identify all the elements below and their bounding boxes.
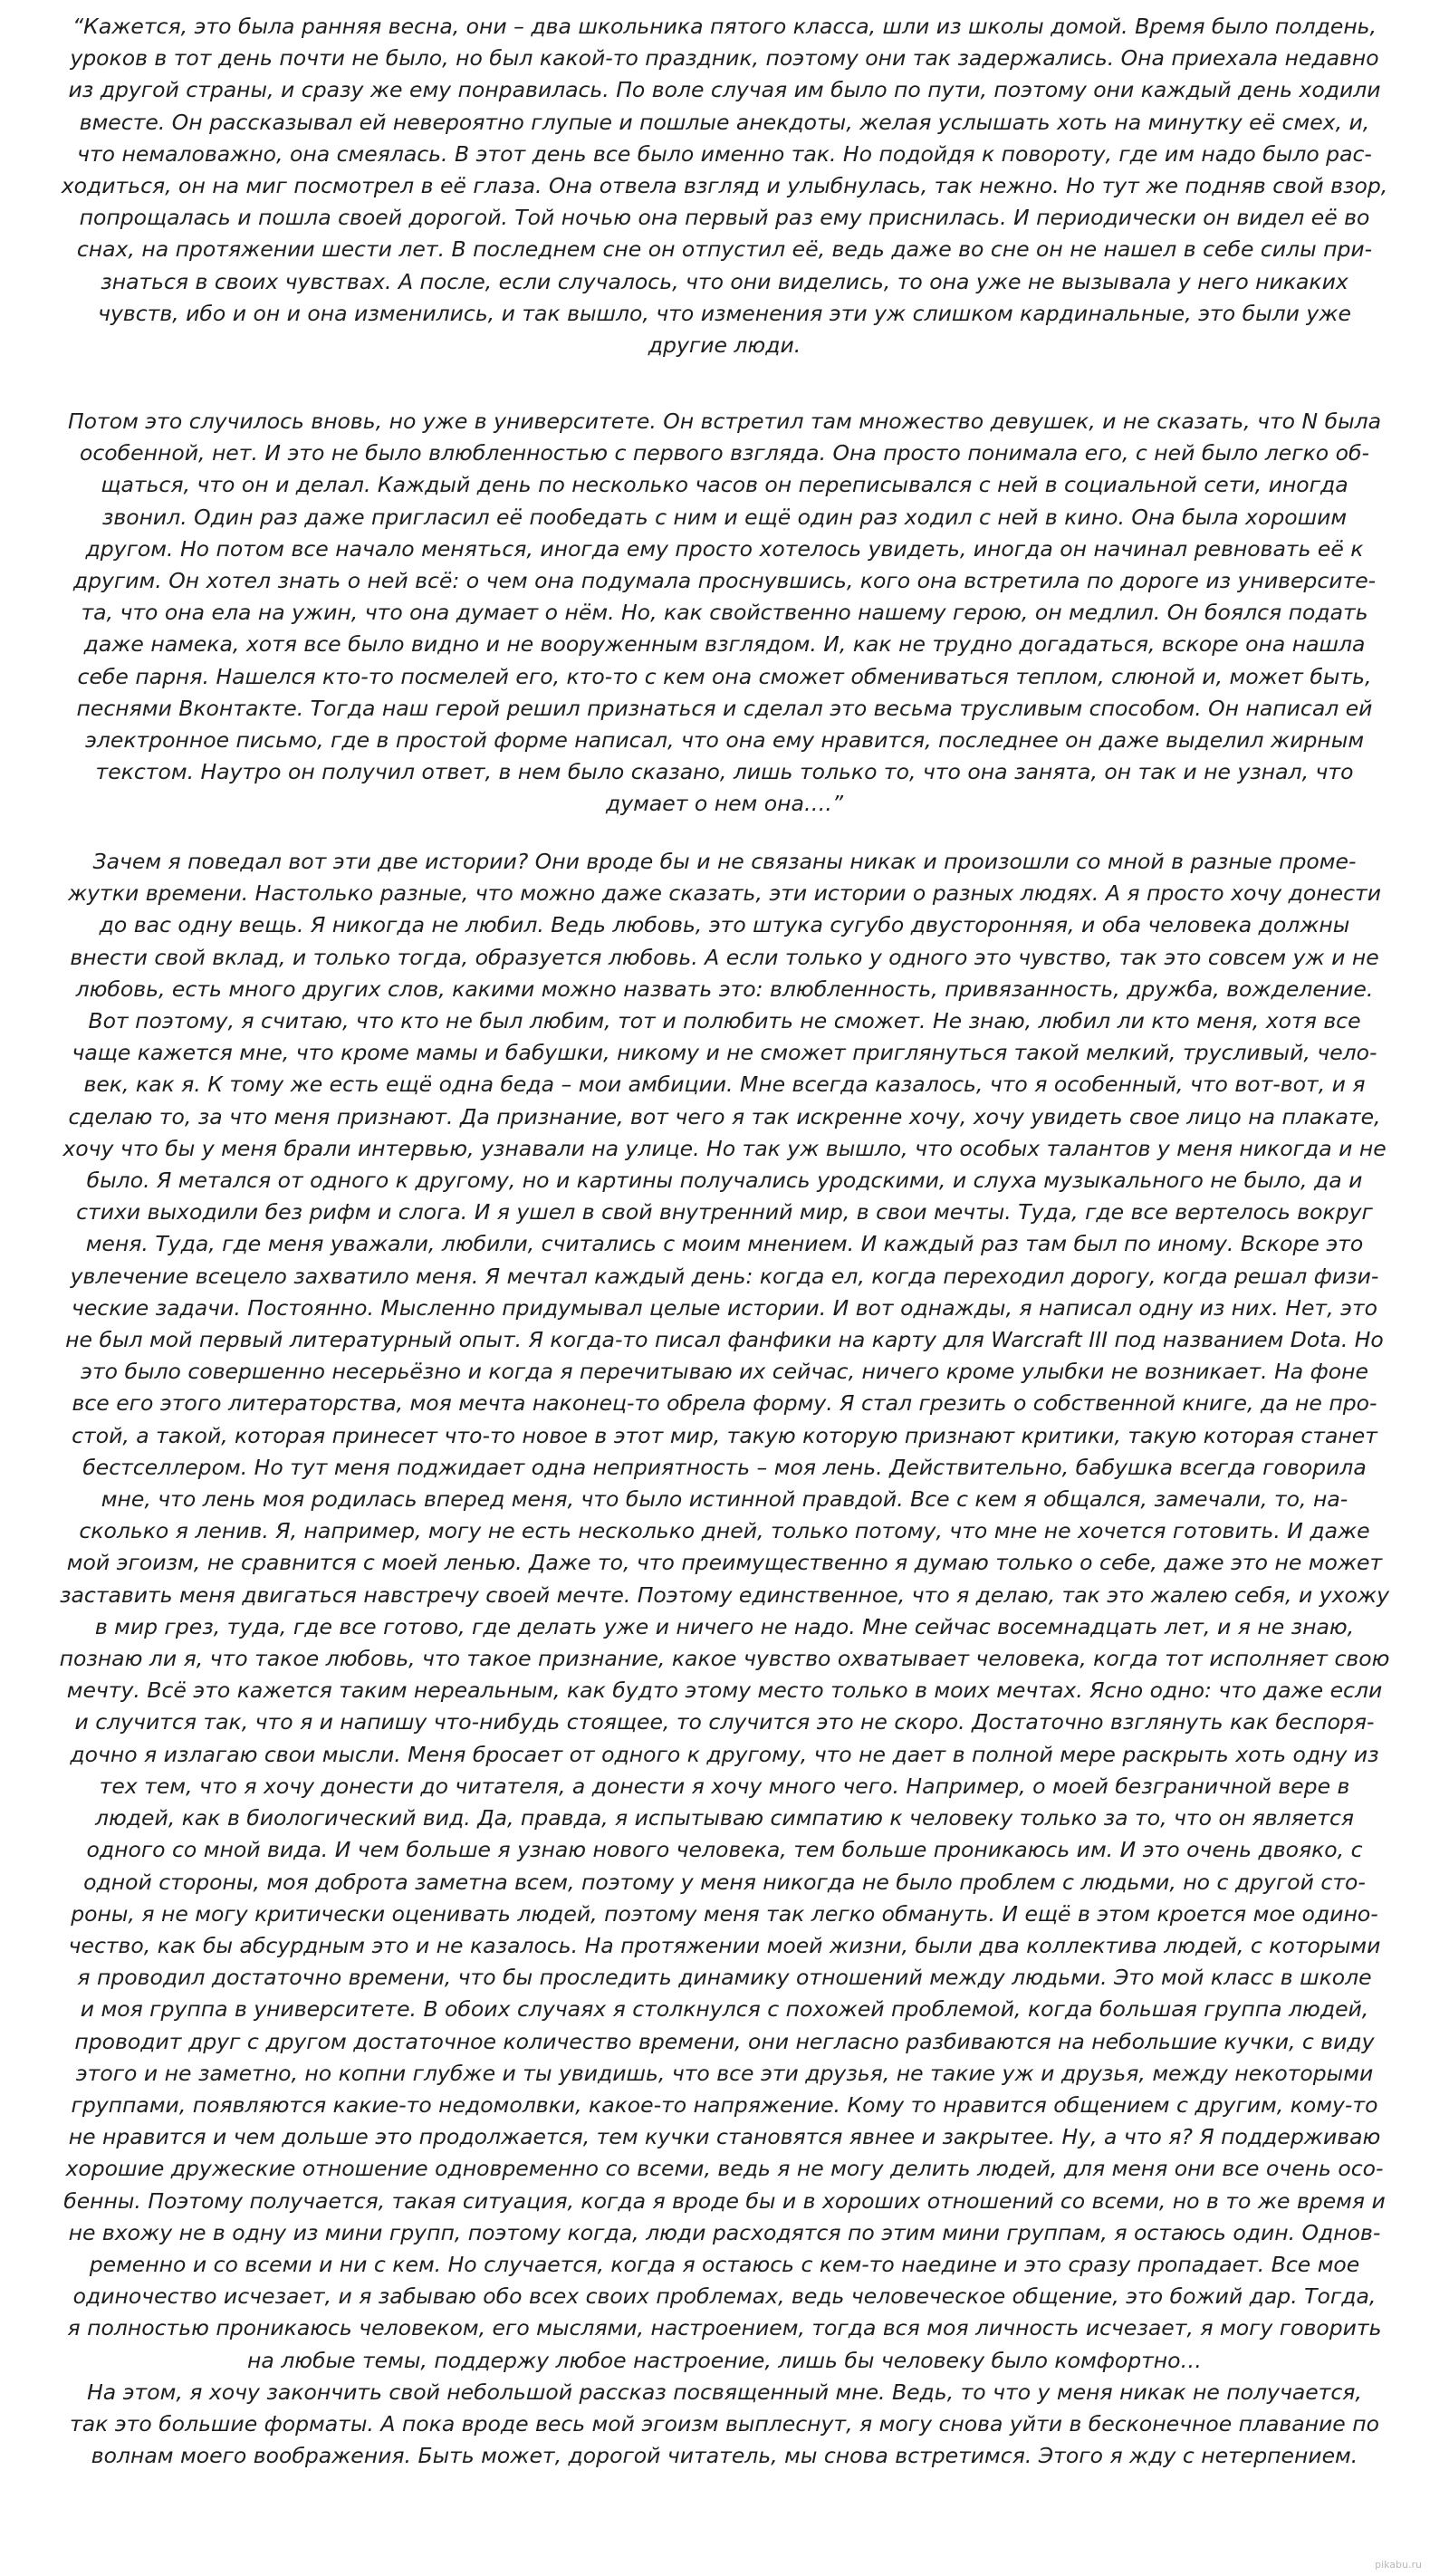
watermark-text: pikabu.ru — [1375, 2559, 1422, 2571]
story-paragraph-second: Потом это случилось вновь, но уже в университете. Он встретил там множество девушек, и не сказать, что N была особенной, нет. И это не было влюбленностью с первого взгляда. Она просто понимала его, с ней было легко об- щаться, что он и делал. Каждый день по несколько часов он переписывался с ней в социальной сети, иногда звонил. Один раз даже пригласил её пообедать с ним и ещё один раз ходил с ней в кино. Она была хорошим другом. Но потом все начало меняться, иногда ему просто хотелось увидеть, иногда он начинал ревновать её к другим. Он хотел знать о ней всё: о чем она подумала проснувшись, кого она встретила по дороге из университе- та, что она ела на ужин, что она думает о нём. Но, как свойственно нашему герою, он медлил. Он боялся подать даже намека, хотя все было видно и не вооруженным взглядом. И, как не трудно догадаться, вскоре она нашла себе парня. Нашелся кто-то посмелей его, кто-то с кем она сможет обмениваться теплом, слюной и, может быть, песнями Вконтакте. Тогда наш герой решил признаться и сделал это весьма трусливым способом. Он написал ей электронное письмо, где в простой форме написал, что она ему нравится, последнее он даже выделил жирным текстом. Наутро он получил ответ, в нем было сказано, лишь только то, что она занята, он так и не узнал, что думает о нем она….” — [67, 409, 1382, 817]
story-paragraph-reflection: Зачем я поведал вот эти две истории? Они вроде бы и не связаны никак и произошли со мной в разные проме- жутки времени. Настолько разные, что можно даже сказать, эти истории о разных людях. А я просто хочу донести до вас одну вещь. Я никогда не любил. Ведь любовь, это штука сугубо двусторонняя, и оба человека должны внести свой вклад, и только тогда, образуется любовь. А если только у одного это чувство, так это совсем уж и не любовь, есть много других слов, какими можно назвать это: влюбленность, привязанность, дружба, вожделение. Вот поэтому, я считаю, что кто не был любим, тот и полюбить не сможет. Не знаю, любил ли кто меня, хотя все чаще кажется мне, что кроме мамы и бабушки, никому и не сможет приглянуться такой мелкий, трусливый, чело- век, как я. К тому же есть ещё одна беда – мои амбиции. Мне всегда казалось, что я особенный, что вот-вот, и я сделаю то, за что меня признают. Да признание, вот чего я так искренне хочу, хочу увидеть свое лицо на плакате, хочу что бы у меня брали интервью, узнавали на улице. Но так уж вышло, что особых талантов у меня никогда и не было. Я метался от одного к другому, но и картины получались уродскими, и слуха музыкального не было, да и стихи выходили без рифм и слога. И я ушел в свой внутренний мир, в свои мечты. Туда, где все вертелось вокруг меня. Туда, где меня уважали, любили, считались с моим мнением. И каждый раз там был по иному. Вскоре это увлечение всецело захватило меня. Я мечтал каждый день: когда ел, когда переходил дорогу, когда решал физи- ческие задачи. Постоянно. Мысленно придумывал целые истории. И вот однажды, я написал одну из них. Нет, это не был мой первый литературный опыт. Я когда-то писал фанфики на карту для Warcraft III под названием Dota. Но это было совершенно несерьёзно и когда я перечитываю их сейчас, ничего кроме улыбки не возникает. На фоне все его этого литераторства, моя мечта наконец-то обрела форму. Я стал грезить о собственной книге, да не про- стой, а такой, которая принесет что-то новое в этот мир, такую которую признают критики, такую которая станет бестселлером. Но тут меня поджидает одна неприятность – моя лень. Действительно, бабушка всегда говорила мне, что лень моя родилась вперед меня, что было истинной правдой. Все с кем я общался, замечали, то, на- сколько я ленив. Я, например, могу не есть несколько дней, только потому, что мне не хочется готовить. И даже мой эгоизм, не сравнится с моей ленью. Даже то, что преимущественно я думаю только о себе, даже это не может заставить меня двигаться навстречу своей мечте. Поэтому единственное, что я делаю, так это жалею себя, и ухожу в мир грез, туда, где все готово, где делать уже и ничего не надо. Мне сейчас восемнадцать лет, и я не знаю, познаю ли я, что такое любовь, что такое признание, какое чувство охватывает человека, когда тот исполняет свою мечту. Всё это кажется таким нереальным, как будто этому место только в моих мечтах. Ясно одно: что даже если и случится так, что я и напишу что-нибудь стоящее, то случится это не скоро. Достаточно взглянуть как беспоря- дочно я излагаю свои мысли. Меня бросает от одного к другому, что не дает в полной мере раскрыть хоть одну из тех тем, что я хочу донести до читателя, а донести я хочу много чего. Например, о моей безграничной вере в людей, как в биологический вид. Да, правда, я испытываю симпатию к человеку только за то, что он является одного со мной вида. И чем больше я узнаю нового человека, тем больше проникаюсь им. И это очень двояко, с одной стороны, моя доброта заметна всем, поэтому у меня никогда не было проблем с людьми, но с другой сто- роны, я не могу критически оценивать людей, поэтому меня так легко обмануть. И ещё в этом кроется мое одино- чество, как бы абсурдным это и не казалось. На протяжении моей жизни, были два коллектива людей, с которыми я проводил достаточно времени, что бы проследить динамику отношений между людьми. Это мой класс в школе и моя группа в университете. В обоих случаях я столкнулся с похожей проблемой, когда большая группа людей, проводит друг с другом достаточное количество времени, они негласно разбиваются на небольшие кучки, с виду этого и не заметно, но копни глубже и ты увидишь, что все эти друзья, не такие уж и друзья, между некоторыми группами, появляются какие-то недомолвки, какое-то напряжение. Кому то нравится общением с другим, кому-то не нравится и чем дольше это продолжается, тем кучки становятся явнее и закрытее. Ну, а что я? Я поддерживаю хорошие дружеские отношение одновременно со всеми, ведь я не могу делить людей, для меня они все очень осо- бенны. Поэтому получается, такая ситуация, когда я вроде бы и в хороших отношений со всеми, но в то же время и не вхожу не в одну из мини групп, поэтому когда, люди расходятся по этим мини группам, я остаюсь один. Однов- ременно и со всеми и ни с кем. Но случается, когда я остаюсь с кем-то наедине и это сразу пропадает. Все мое одиночество исчезает, и я забываю обо всех своих проблемах, ведь человеческое общение, это божий дар. Тогда, я полностью проникаюсь человеком, его мыслями, настроением, тогда вся моя личность исчезает, я могу говорить на любые темы, поддержу любое настроение, лишь бы человеку было комфортно… На этом, я хочу закончить свой небольшой рассказ посвященный мне. Ведь, то что у меня никак не получается, так это большие форматы. А пока вроде весь мой эгоизм выплеснут, я могу снова уйти в бесконечное плавание по волнам моего воображения. Быть может, дорогой читатель, мы снова встретимся. Этого я жду с нетерпением. — [59, 849, 1390, 2469]
story-paragraph-first: “Кажется, это была ранняя весна, они – два школьника пятого класса, шли из школы домой. Время было полдень, уроков в тот день почти не было, но был какой-то праздник, поэтому они так задержались. Она приехала недавно из другой страны, и сразу же ему понравилась. По воле случая им было по пути, поэтому они каждый день ходили вместе. Он рассказывал ей невероятно глупые и пошлые анекдоты, желая услышать хоть на минутку её смех, и, что немаловажно, она смеялась. В этот день все было именно так. Но подойдя к повороту, где им надо было рас- ходиться, он на миг посмотрел в её глаза. Она отвела взгляд и улыбнулась, так нежно. Но тут же подняв свой взор, попрощалась и пошла своей дорогой. Той ночью она первый раз ему приснилась. И периодически он видел её во снах, на протяжении шести лет. В последнем сне он отпустил её, ведь даже во сне он не нашел в себе силы при- знаться в своих чувствах. А после, если случалось, что они виделись, то она уже не вызывала у него никаких чувств, ибо и он и она изменились, и так вышло, что изменения эти уж слишком кардинальные, это были уже другие люди. — [61, 14, 1388, 359]
